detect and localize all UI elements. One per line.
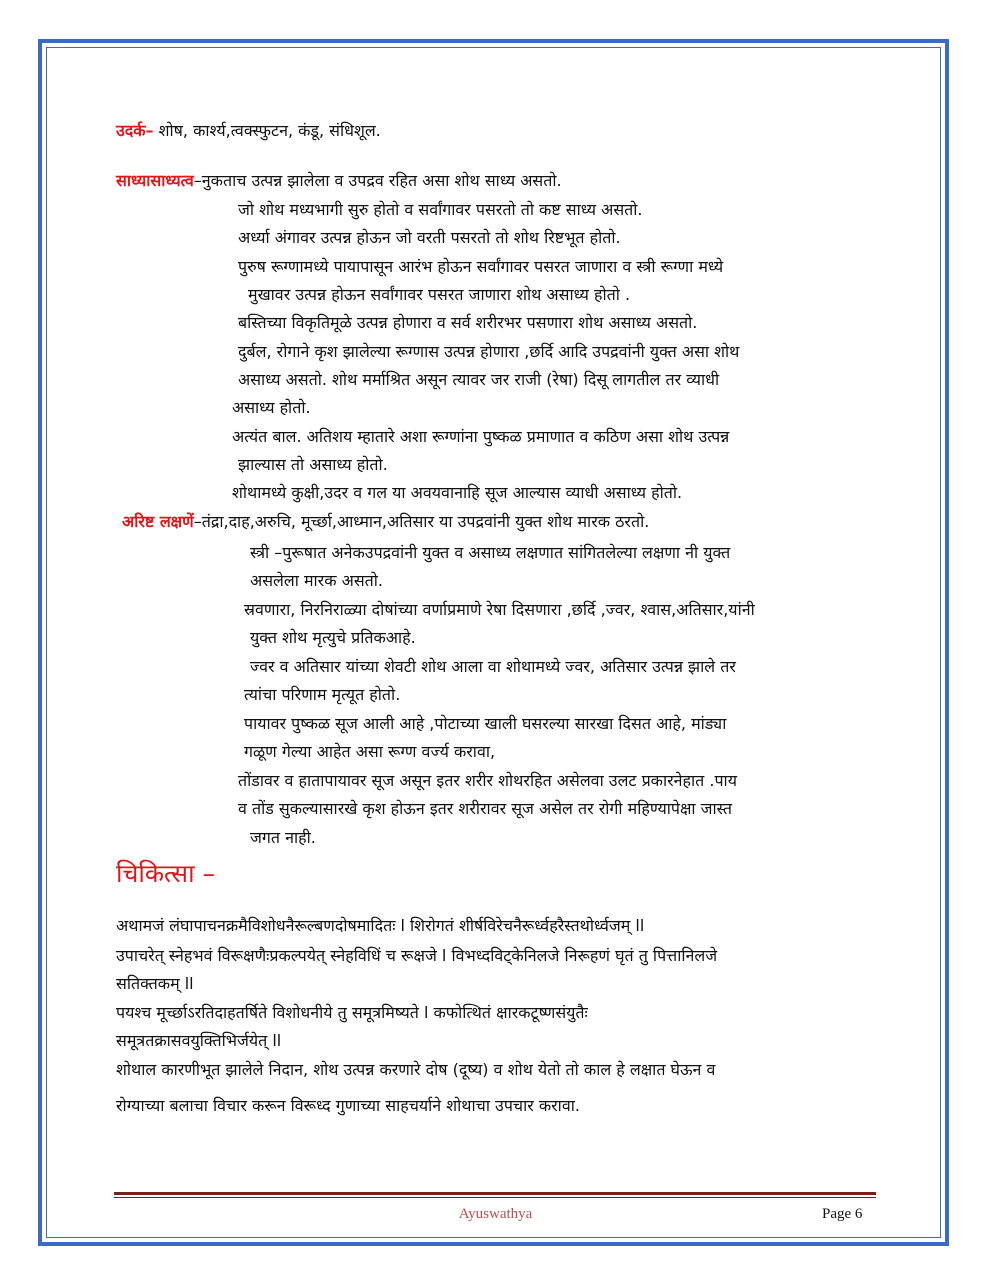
sadhya-line: बस्तिच्या विकृतिमूळे उत्पन्न होणारा व सर्व शरीरभर पसणारा शोथ असाध्य असतो. bbox=[238, 313, 698, 332]
footer-rule-thick bbox=[114, 1192, 876, 1195]
arishta-line: ज्वर व अतिसार यांच्या शेवटी शोथ आला वा शोथामध्ये ज्वर, अतिसार उत्पन्न झाले तर bbox=[250, 657, 736, 676]
sadhya-line-first bbox=[116, 171, 562, 191]
sadhya-label: साध्यासाध्यत्व bbox=[116, 171, 194, 190]
arishta-label: अरिष्ट लक्षणें bbox=[122, 512, 194, 531]
udark-text: शोष, कार्श्य,त्वक्स्फुटन, कंडू, संधिशूल. bbox=[153, 121, 381, 140]
chikitsa-line: सतिक्तकम् ll bbox=[116, 974, 194, 993]
sadhya-line: झाल्यास तो असाध्य होतो. bbox=[238, 455, 388, 474]
sadhya-line: जो शोथ मध्यभागी सुरु होतो व सर्वांगावर पसरतो तो कष्ट साध्य असतो. bbox=[238, 200, 643, 219]
sadhya-line: पुरुष रूग्णामध्ये पायापासून आरंभ होऊन सर्वांगावर पसरत जाणारा व स्त्री रूग्णा मध्ये bbox=[238, 257, 724, 276]
arishta-line: युक्त शोथ मृत्युचे प्रतिकआहे. bbox=[250, 628, 416, 647]
udark-label: उदर्क– bbox=[116, 121, 154, 140]
page-number: Page 6 bbox=[822, 1206, 863, 1222]
sadhya-line: दुर्बल, रोगाने कृश झालेल्या रूग्णास उत्पन्न होणारा ,छर्दि आदि उपद्रवांनी युक्त असा शोथ bbox=[238, 342, 740, 361]
chikitsa-line: उपाचरेत् स्नेहभवं विरूक्षणैःप्रकल्पयेत् स्नेहविधिं च रूक्षजे l विभध्दविट्केनिलजे निरूहणं घृतं तु पित्तानिलजे bbox=[116, 946, 718, 965]
footer-rule-thin bbox=[114, 1197, 876, 1198]
arishta-first-text: –तंद्रा,दाह,अरुचि, मूर्च्छा,आध्मान,अतिसार या उपद्रवांनी युक्त शोथ मारक ठरतो. bbox=[193, 512, 650, 531]
arishta-line: पायावर पुष्कळ सूज आली आहे ,पोटाच्या खाली घसरल्या सारखा दिसत आहे, मांड्या bbox=[244, 714, 727, 733]
chikitsa-line: समूत्रतक्रासवयुक्तिभिर्जयेत् ll bbox=[116, 1031, 282, 1050]
chikitsa-line: पयश्च मूर्च्छाऽरतिदाहतर्षिते विशोधनीये तु समूत्रमिष्यते l कफोत्थितं क्षारकटूष्णसंयुतैः bbox=[116, 1003, 588, 1022]
sadhya-line: असाध्य होतो. bbox=[232, 398, 311, 417]
arishta-line: स्रवणारा, निरनिराळ्या दोषांच्या वर्णाप्रमाणे रेषा दिसणारा ,छर्दि ,ज्वर, श्वास,अतिसार,यांनी bbox=[244, 600, 755, 619]
sadhya-line: असाध्य असतो. शोथ मर्माश्रित असून त्यावर जर राजी (रेषा) दिसू लागतील तर व्याधी bbox=[238, 370, 720, 389]
sadhya-first-text: –नुकताच उत्पन्न झालेला व उपद्रव रहित असा शोथ साध्य असतो. bbox=[193, 171, 562, 190]
chikitsa-line: अथामजं लंघापाचनक्रमैविशोधनैरूल्बणदोषमादितः l शिरोगतं शीर्षविरेचनैरूर्ध्वहरैस्तथोर्ध्वजम् ll bbox=[116, 916, 645, 935]
chikitsa-line: रोग्याच्या बलाचा विचार करून विरूध्द गुणाच्या साहचर्याने शोथाचा उपचार करावा. bbox=[116, 1096, 580, 1115]
arishta-line: त्यांचा परिणाम मृत्यूत होतो. bbox=[244, 685, 401, 704]
arishta-line: तोंडावर व हातापायावर सूज असून इतर शरीर शोथरहित असेलवा उलट प्रकारनेहात .पाय bbox=[238, 771, 737, 790]
arishta-line: स्त्री –पुरूषात अनेकउपद्रवांनी युक्त व असाध्य लक्षणात सांगितलेल्या लक्षणा नी युक्त bbox=[250, 543, 731, 562]
footer-title: Ayuswathya bbox=[458, 1206, 533, 1222]
arishta-line: जगत नाही. bbox=[250, 828, 316, 847]
chikitsa-heading: चिकित्सा – bbox=[116, 859, 215, 888]
arishta-line: गळूण गेल्या आहेत असा रूग्ण वर्ज्य करावा, bbox=[244, 742, 496, 761]
chikitsa-line: शोथाल कारणीभूत झालेले निदान, शोथ उत्पन्न करणारे दोष (दूष्य) व शोथ येतो तो काल हे लक्षात घेऊन व bbox=[116, 1060, 716, 1079]
udark-line bbox=[116, 121, 381, 141]
arishta-line: असलेला मारक असतो. bbox=[250, 571, 383, 590]
sadhya-line: मुखावर उत्पन्न होऊन सर्वांगावर पसरत जाणारा शोथ असाध्य होतो . bbox=[248, 285, 631, 304]
sadhya-line: अर्ध्या अंगावर उत्पन्न होऊन जो वरती पसरतो तो शोथ रिष्टभूत होतो. bbox=[238, 228, 621, 247]
arishta-line-first bbox=[122, 512, 649, 532]
sadhya-line: शोथामध्ये कुक्षी,उदर व गल या अवयवानाहि सूज आल्यास व्याधी असाध्य होतो. bbox=[232, 483, 683, 502]
arishta-line: व तोंड सुकल्यासारखे कृश होऊन इतर शरीरावर सूज असेल तर रोगी महिण्यापेक्षा जास्त bbox=[238, 799, 733, 818]
sadhya-line: अत्यंत बाल. अतिशय म्हातारे अशा रूग्णांना पुष्कळ प्रमाणात व कठिण असा शोथ उत्पन्न bbox=[232, 427, 730, 446]
